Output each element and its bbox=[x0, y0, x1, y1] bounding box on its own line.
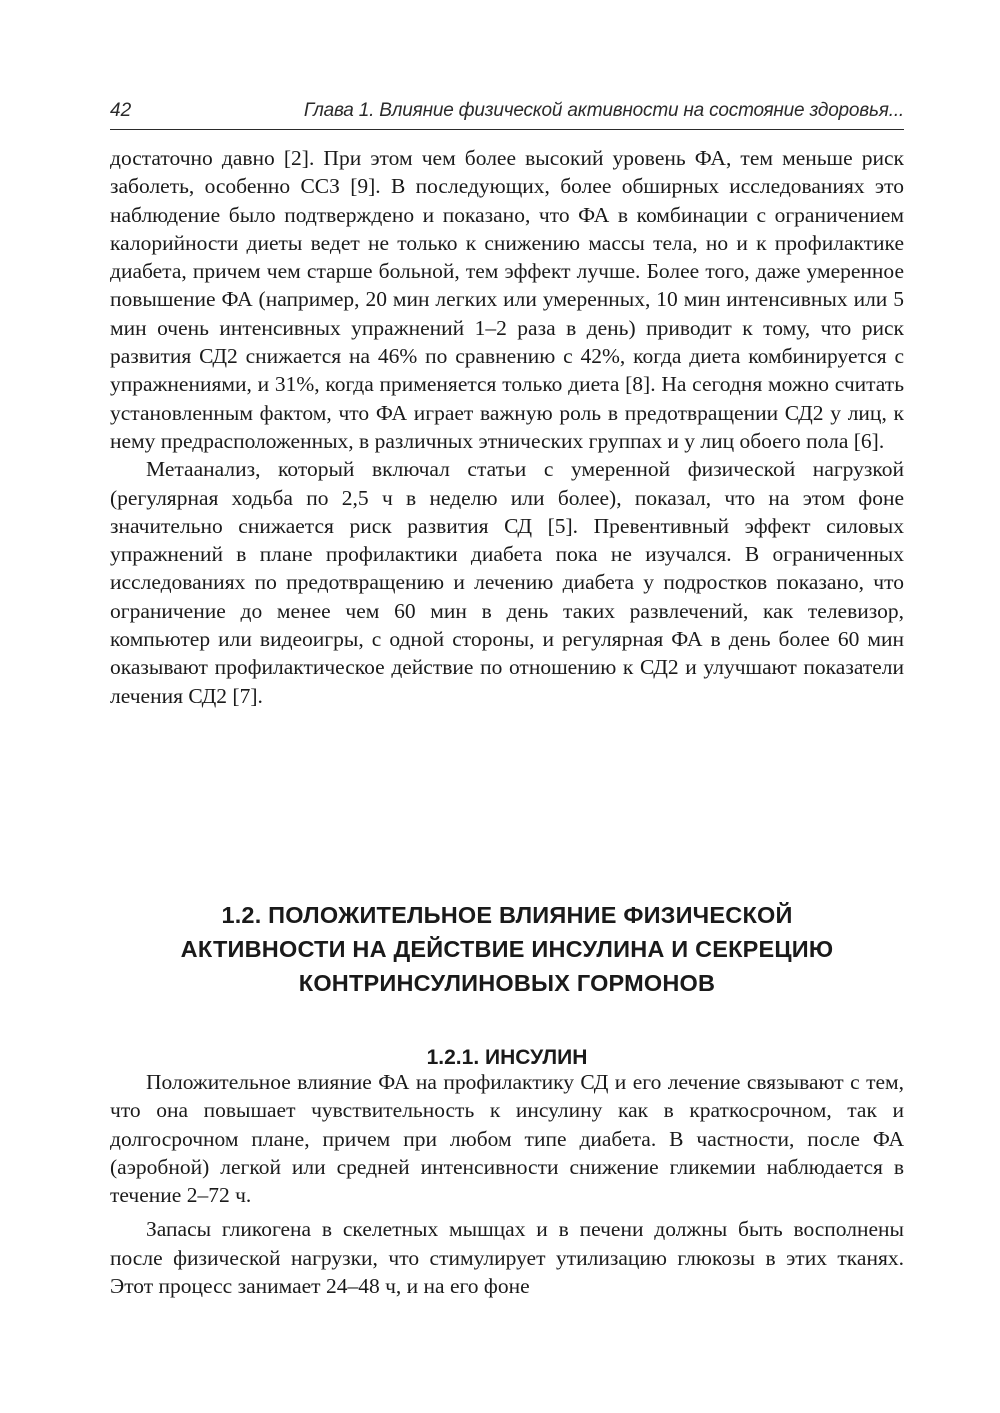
section-heading-line: АКТИВНОСТИ НА ДЕЙСТВИЕ ИНСУЛИНА И СЕКРЕЦИЮ bbox=[180, 935, 834, 962]
paragraph-continuation: достаточно давно [2]. При этом чем более высокий уровень ФА, тем меньше риск заболеть, особенно ССЗ [9]. В последующих, более обширных исследованиях это наблюдение было подтверждено и показано, что ФА в комбинации с ограничением калорийности диеты ведет не только к снижению массы тела, но и к профилактике диабета, причем чем старше больной, тем эффект лучше. Более того, даже умеренное повышение ФА (например, 20 мин легких или умеренных, 10 мин интенсивных или 5 мин очень интенсивных упражнений 1–2 раза в день) приводит к тому, что риск развития СД2 снижается на 46% по сравнению с 42%, когда диета комбинируется с упражнениями, и 31%, когда применяется только диета [8]. На сегодня можно считать установленным фактом, что ФА играет важную роль в предотвращении СД2 у лиц, к нему предрасположенных, в различных этнических группах и у лиц обоего пола [6]. bbox=[110, 146, 904, 453]
subsection-heading: 1.2.1. ИНСУЛИН bbox=[426, 1046, 588, 1069]
section-heading bbox=[110, 898, 904, 1000]
header-rule bbox=[110, 129, 904, 130]
running-header bbox=[110, 96, 904, 130]
page-number: 42 bbox=[110, 100, 132, 121]
paragraph-insulin-sensitivity: Положительное влияние ФА на профилактику СД и его лечение связывают с тем, что она повышает чувствительность к инсулину как в краткосрочном, так и долгосрочном плане, причем при любом типе диабета. В частности, после ФА (аэробной) легкой или средней интенсивности снижение гликемии наблюдается в течение 2–72 ч. bbox=[110, 1070, 904, 1208]
paragraph-glycogen: Запасы гликогена в скелетных мышцах и в печени должны быть восполнены после физической нагрузки, что стимулирует утилизацию глюкозы в этих тканях. Этот процесс занимает 24–48 ч, и на его фоне bbox=[110, 1217, 904, 1299]
section-heading-line: КОНТРИНСУЛИНОВЫХ ГОРМОНОВ bbox=[298, 969, 716, 996]
paragraph-metaanalysis: Метаанализ, который включал статьи с умеренной физической нагрузкой (регулярная ходьба по 2,5 ч в неделю или более), показал, что на этом фоне значительно снижается риск развития СД [5]. Превентивный эффект силовых упражнений в плане профилактики диабета пока не изучался. В ограниченных исследованиях по предотвращению и лечению диабета у подростков показано, что ограничение до менее чем 60 мин в день таких развлечений, как телевизор, компьютер или видеоигры, с одной стороны, и регулярная ФА в день более 60 мин оказывают профилактическое действие по отношению к СД2 и улучшают показатели лечения СД2 [7]. bbox=[110, 457, 904, 708]
subsection-text bbox=[110, 1068, 904, 1306]
running-title: Глава 1. Влияние физической активности на состояние здоровья... bbox=[303, 100, 904, 121]
section-heading-line: 1.2. ПОЛОЖИТЕЛЬНОЕ ВЛИЯНИЕ ФИЗИЧЕСКОЙ bbox=[221, 901, 793, 928]
main-text bbox=[110, 144, 904, 710]
